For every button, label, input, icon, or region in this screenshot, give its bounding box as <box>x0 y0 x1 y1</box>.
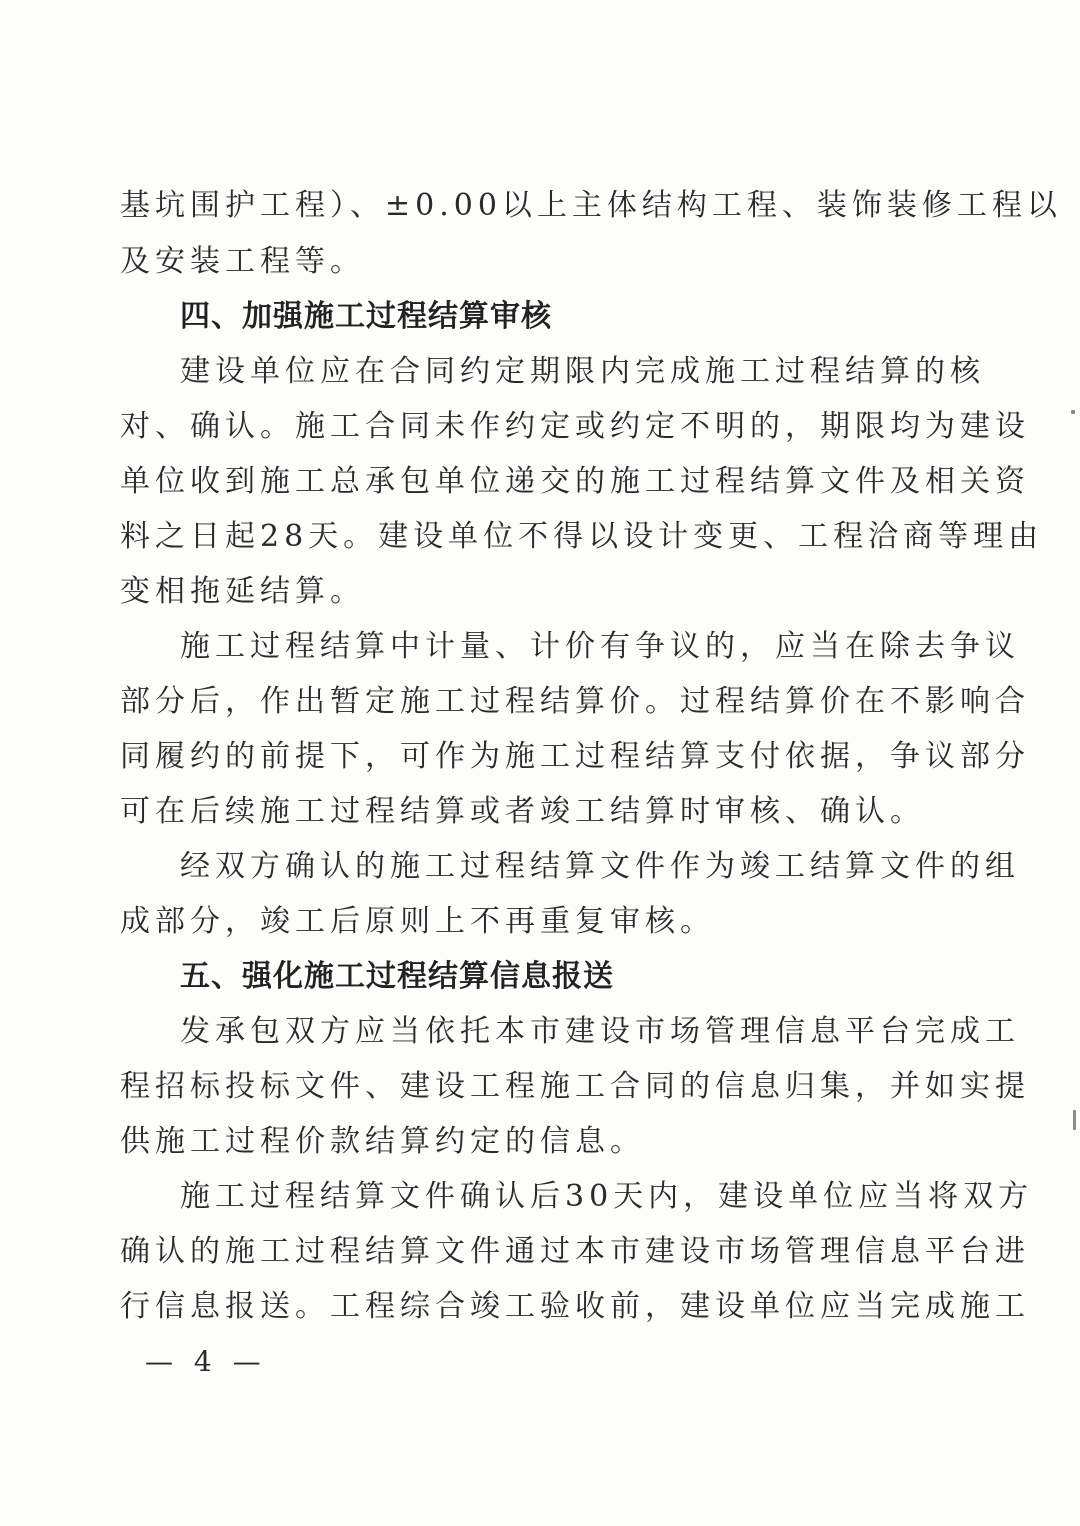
text-line: 料之日起28天。建设单位不得以设计变更、工程洽商等理由 <box>120 519 1044 554</box>
text-line: 同履约的前提下，可作为施工过程结算支付依据，争议部分 <box>120 739 1030 774</box>
text-line: 变相拖延结算。 <box>120 574 365 609</box>
section-heading-5: 五、强化施工过程结算信息报送 <box>180 959 614 994</box>
text-line: 行信息报送。工程综合竣工验收前，建设单位应当完成施工 <box>120 1289 1030 1324</box>
text-line: 基坑围护工程）、±0.00以上主体结构工程、装饰装修工程以 <box>120 188 1062 223</box>
text-line: 对、确认。施工合同未作约定或约定不明的，期限均为建设 <box>120 409 1030 444</box>
text-line: 部分后，作出暂定施工过程结算价。过程结算价在不影响合 <box>120 684 1030 719</box>
text-line: 及安装工程等。 <box>120 244 365 279</box>
text-line: 单位收到施工总承包单位递交的施工过程结算文件及相关资 <box>120 464 1030 499</box>
scan-speck <box>1073 1110 1076 1130</box>
text-line: 发承包双方应当依托本市建设市场管理信息平台完成工 <box>180 1014 1020 1049</box>
scan-speck <box>1071 410 1075 414</box>
section-heading-4: 四、加强施工过程结算审核 <box>180 299 552 334</box>
text-line: 经双方确认的施工过程结算文件作为竣工结算文件的组 <box>180 849 1020 884</box>
page-number: — 4 — <box>145 1345 267 1378</box>
text-line: 程招标投标文件、建设工程施工合同的信息归集，并如实提 <box>120 1069 1030 1104</box>
text-line: 建设单位应在合同约定期限内完成施工过程结算的核 <box>180 354 985 389</box>
text-line: 确认的施工过程结算文件通过本市建设市场管理信息平台进 <box>120 1234 1030 1269</box>
text-line: 成部分，竣工后原则上不再重复审核。 <box>120 904 715 939</box>
text-line: 供施工过程价款结算约定的信息。 <box>120 1124 645 1159</box>
text-line: 施工过程结算文件确认后30天内，建设单位应当将双方 <box>180 1179 1034 1214</box>
text-line: 施工过程结算中计量、计价有争议的，应当在除去争议 <box>180 629 1020 664</box>
text-line: 可在后续施工过程结算或者竣工结算时审核、确认。 <box>120 794 925 829</box>
